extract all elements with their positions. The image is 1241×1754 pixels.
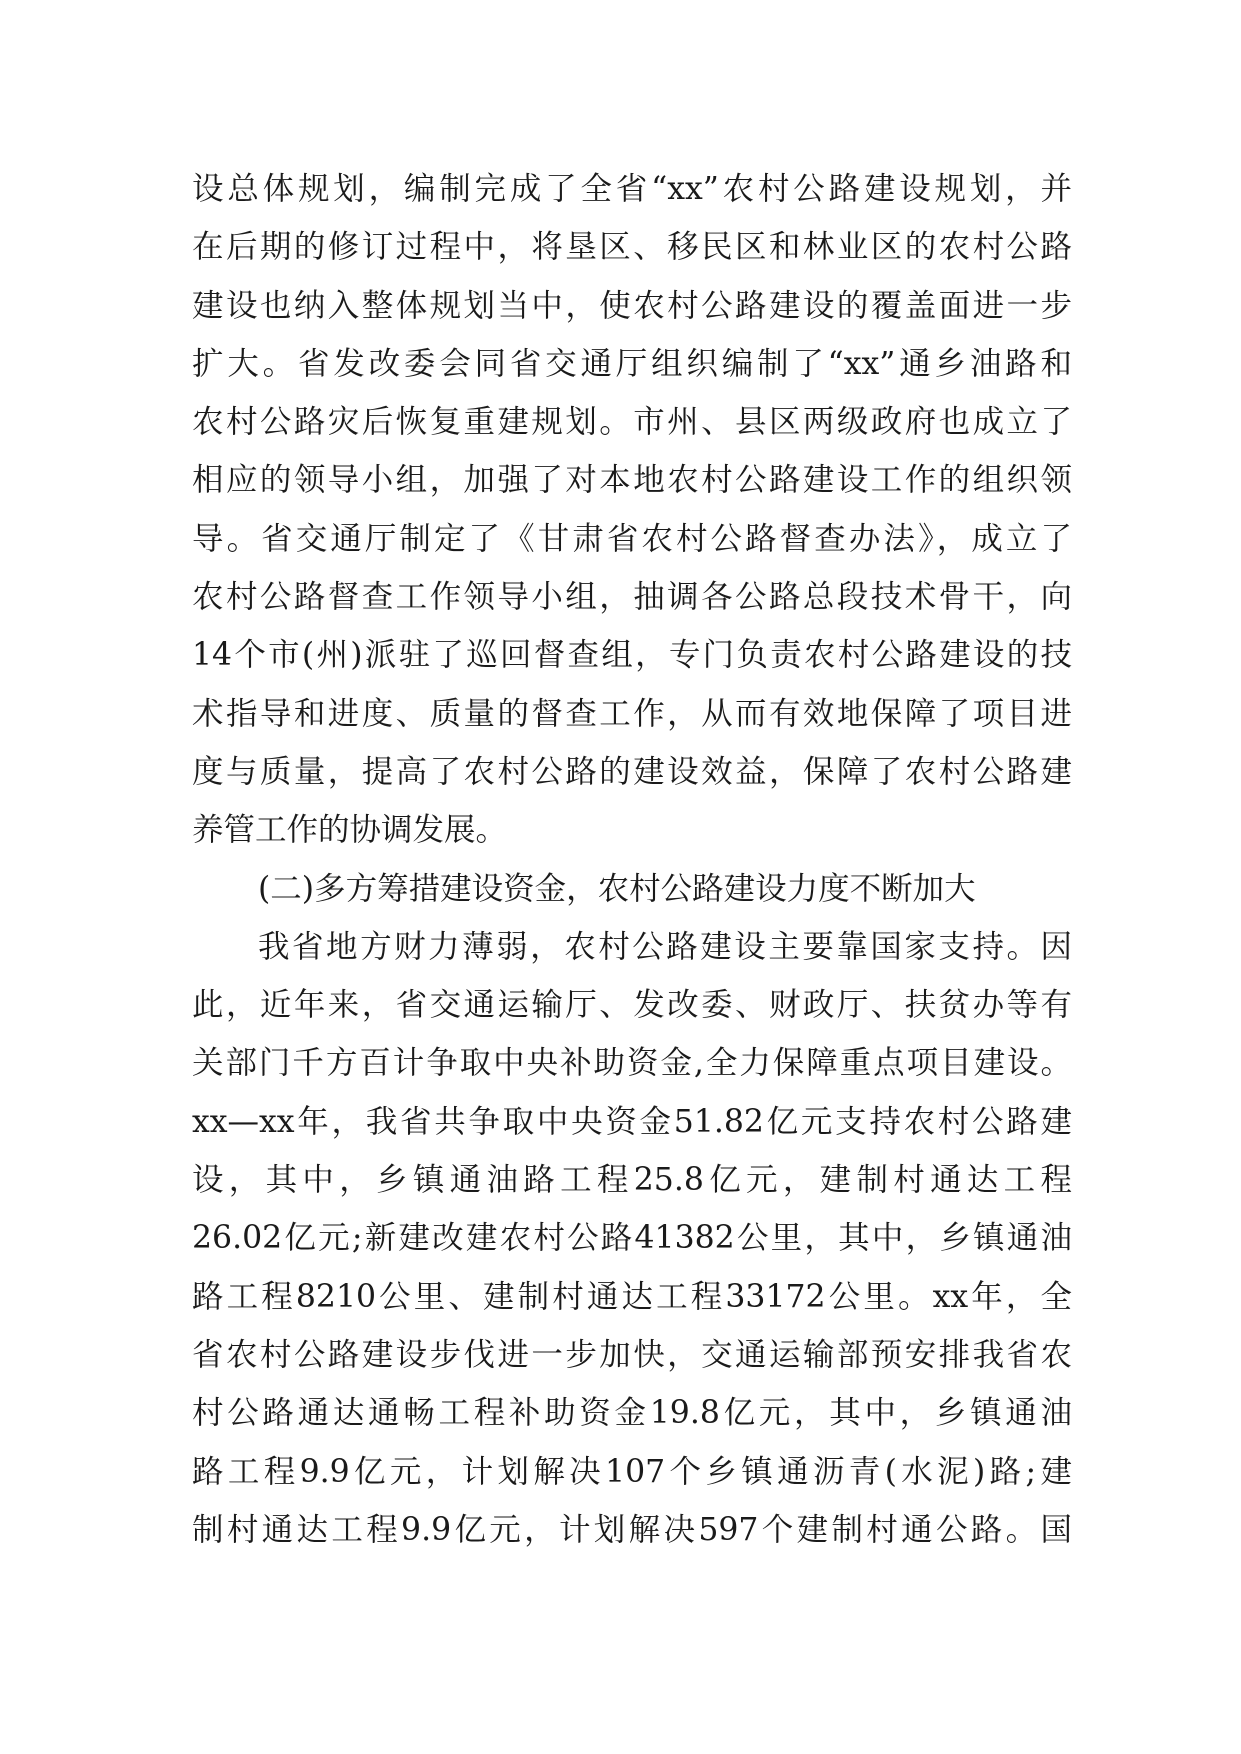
text-line: 相应的领导小组，加强了对本地农村公路建设工作的组织领 xyxy=(192,462,1072,499)
text-line: 术指导和进度、质量的督查工作，从而有效地保障了项目进 xyxy=(192,695,1072,732)
text-line: 村公路通达通畅工程补助资金19.8亿元，其中，乡镇通油 xyxy=(192,1395,1072,1432)
text-line: xx—xx年，我省共争取中央资金51.82亿元支持农村公路建 xyxy=(192,1103,1072,1140)
paragraph-end-line: 养管工作的协调发展。 xyxy=(192,812,508,849)
paragraph-first-line: 我省地方财力薄弱，农村公路建设主要靠国家支持。因 xyxy=(258,928,1072,965)
body-text xyxy=(192,160,1072,1559)
text-line: 26.02亿元;新建改建农村公路41382公里，其中，乡镇通油 xyxy=(192,1220,1072,1257)
text-line: 设，其中，乡镇通油路工程25.8亿元，建制村通达工程 xyxy=(192,1162,1072,1199)
text-line: 农村公路督查工作领导小组，抽调各公路总段技术骨干，向 xyxy=(192,579,1072,616)
text-line: 关部门千方百计争取中央补助资金,全力保障重点项目建设。 xyxy=(192,1045,1072,1082)
section-heading: (二)多方筹措建设资金，农村公路建设力度不断加大 xyxy=(258,870,976,907)
text-line: 度与质量，提高了农村公路的建设效益，保障了农村公路建 xyxy=(192,753,1072,790)
text-line: 路工程8210公里、建制村通达工程33172公里。xx年，全 xyxy=(192,1278,1072,1315)
text-line: 导。省交通厅制定了《甘肃省农村公路督查办法》，成立了 xyxy=(192,520,1072,557)
text-line: 此，近年来，省交通运输厅、发改委、财政厅、扶贫办等有 xyxy=(192,987,1072,1024)
text-line: 省农村公路建设步伐进一步加快，交通运输部预安排我省农 xyxy=(192,1336,1072,1373)
text-line: 路工程9.9亿元，计划解决107个乡镇通沥青(水泥)路;建 xyxy=(192,1453,1072,1490)
text-line: 14个市(州)派驻了巡回督查组，专门负责农村公路建设的技 xyxy=(192,637,1072,674)
text-line: 建设也纳入整体规划当中，使农村公路建设的覆盖面进一步 xyxy=(192,287,1072,324)
text-line: 农村公路灾后恢复重建规划。市州、县区两级政府也成立了 xyxy=(192,404,1072,441)
text-line: 设总体规划，编制完成了全省“xx”农村公路建设规划，并 xyxy=(192,171,1072,207)
text-line: 在后期的修订过程中，将垦区、移民区和林业区的农村公路 xyxy=(192,229,1072,266)
text-line: 制村通达工程9.9亿元，计划解决597个建制村通公路。国 xyxy=(192,1511,1072,1548)
text-line: 扩大。省发改委会同省交通厅组织编制了“xx”通乡油路和 xyxy=(192,345,1072,382)
